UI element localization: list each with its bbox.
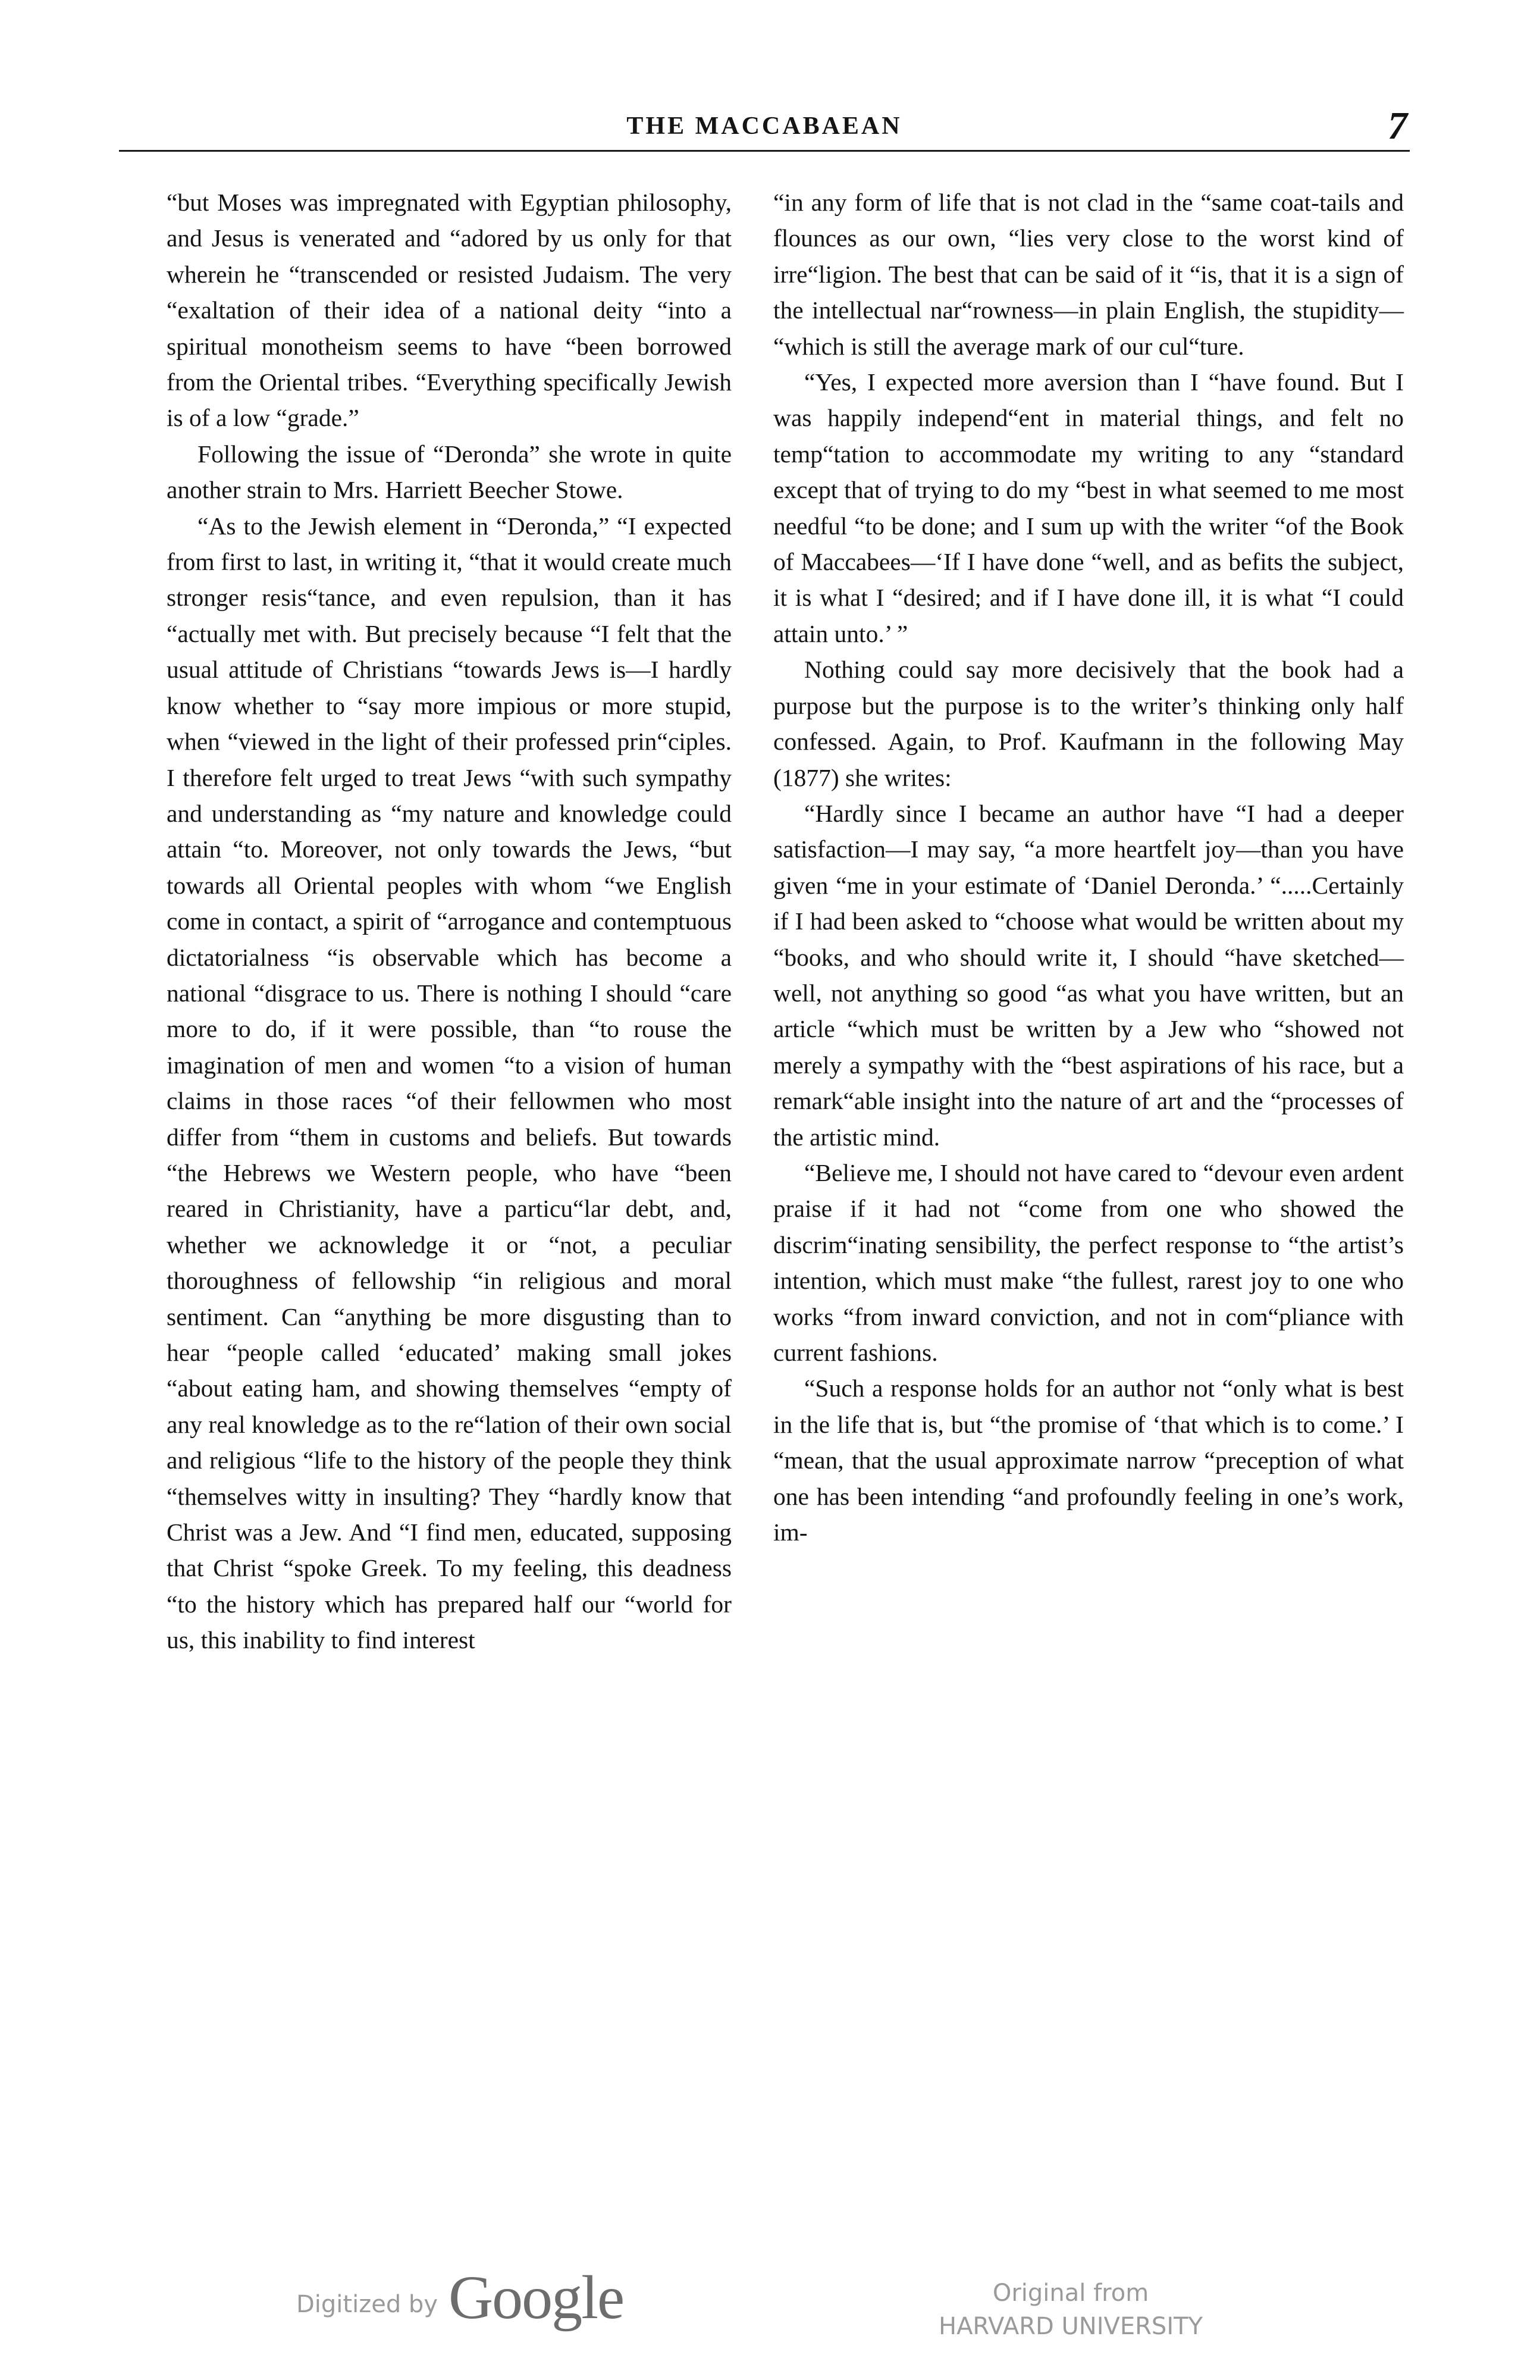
original-from-label: Original from <box>992 2279 1149 2307</box>
paragraph: “Hardly since I became an author have “I had a deeper satisfaction—I may say, “a more heartfelt joy—than you have given “me in your estimate of ‘Daniel Deronda.’ “.....Certainly if I had been asked to “choose what would be written about my “books, and who should write it, I should “have sketched—well, not anything so good “as what you have written, but an article “which must be written by a Jew who “showed not merely a sympathy with the “best aspirations of his race, but a remark“able insight into the nature of art and the “processes of the artistic mind. <box>773 799 1404 1151</box>
paragraph: Nothing could say more decisively that the book had a purpose but the purpose is to the writer’s thinking only half confessed. Again, to Prof. Kaufmann in the following May (1877) she writes: <box>773 656 1404 791</box>
paragraph: “Such a response holds for an author not “only what is best in the life that is, but “the promise of ‘that which is to come.’ I “mean, that the usual approximate narrow “preception of what one has been intending “and profoundly feeling in one’s work, im- <box>773 1374 1404 1546</box>
paragraph: “As to the Jewish element in “Deronda,” “I expected from first to last, in writing it, “that it would create much stronger resis“tance, and even repulsion, than it has “actually met with. But precisely because “I felt that the usual attitude of Christians “towards Jews is—I hardly know whether to “say more impious or more stupid, when “viewed in the light of their professed prin“ciples. I therefore felt urged to treat Jews “with such sympathy and understanding as “my nature and knowledge could attain “to. Moreover, not only towards the Jews, “but towards all Oriental peoples with whom “we English come in contact, a spirit of “arrogance and contemptuous dictatorialness “is observable which has become a national “disgrace to us. There is nothing I should “care more to do, if it were possible, than “to rouse the imagination of men and women “to a vision of human claims in those races “of their fellowmen who most differ from “them in customs and beliefs. But towards “the Hebrews we Western people, who have “been reared in Christianity, have a particu“lar debt, and, whether we acknowledge it or “not, a peculiar thoroughness of fellowship “in religious and moral sentiment. Can “anything be more disgusting than to hear “people called ‘educated’ making small jokes “about eating ham, and showing themselves “empty of any real knowledge as to the re“lation of their own social and religious “life to the history of the people they think “themselves witty in insulting? They “hardly know that Christ was a Jew. And “I find men, educated, supposing that Christ “spoke Greek. To my feeling, this deadness “to the history which has prepared half our “world for us, this inability to find interest <box>167 512 732 1654</box>
digitized-by-google <box>296 2262 623 2333</box>
original-source <box>904 2276 1237 2343</box>
harvard-university-label: HARVARD UNIVERSITY <box>938 2313 1203 2340</box>
header-rule <box>119 150 1410 152</box>
paragraph: “Believe me, I should not have cared to “devour even ardent praise if it had not “come from one who showed the discrim“inating sensibility, the perfect response to “the artist’s intention, which must make “the fullest, rarest joy to one who works “from inward conviction, and not in com“pliance with current fashions. <box>773 1158 1404 1366</box>
left-column <box>167 184 732 1658</box>
digitized-label: Digitized by <box>296 2291 438 2318</box>
journal-title: THE MACCABAEAN <box>626 112 902 140</box>
paragraph: “Yes, I expected more aversion than I “have found. But I was happily independ“ent in material things, and felt no temp“tation to accommodate my writing to any “standard except that of trying to do my “best in what seemed to me most needful “to be done; and I sum up with the writer “of the Book of Maccabees—‘If I have done “well, and as befits the subject, it is what I “desired; and if I have done ill, it is what “I could attain unto.’ ” <box>773 368 1404 647</box>
running-header <box>119 104 1410 148</box>
google-logo: Google <box>448 2263 624 2332</box>
page-number: 7 <box>1388 104 1407 148</box>
paragraph: Following the issue of “Deronda” she wrote in quite another strain to Mrs. Harriett Beecher Stowe. <box>167 440 732 504</box>
paragraph: “but Moses was impregnated with Egyptian philosophy, and Jesus is venerated and “adored by us only for that wherein he “transcended or resisted Judaism. The very “exaltation of their idea of a national deity “into a spiritual monotheism seems to have “been borrowed from the Oriental tribes. “Everything specifically Jewish is of a low “grade.” <box>167 189 732 432</box>
right-column <box>773 184 1404 1550</box>
paragraph: “in any form of life that is not clad in the “same coat-tails and flounces as our own, “lies very close to the worst kind of irre“ligion. The best that can be said of it “is, that it is a sign of the intellectual nar“rowness—in plain English, the stupidity— “which is still the average mark of our cul“ture. <box>773 189 1404 360</box>
